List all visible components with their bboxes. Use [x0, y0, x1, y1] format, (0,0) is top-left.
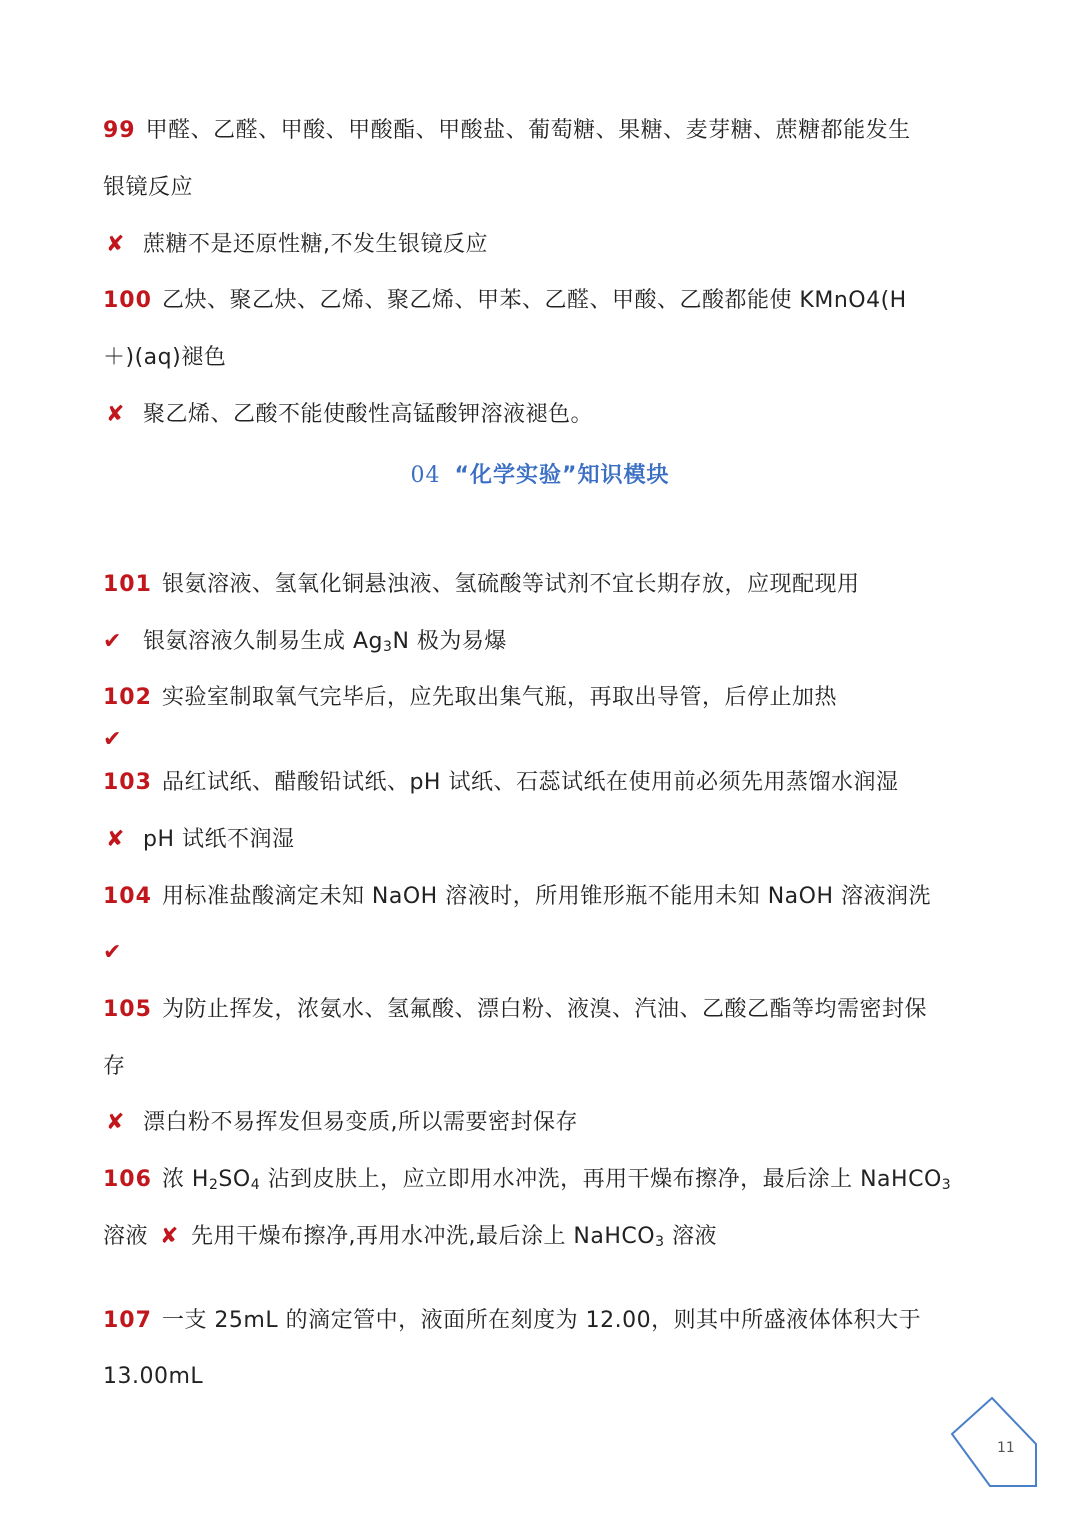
item-105-line-2: [103, 1052, 126, 1082]
item-number: 103: [103, 770, 152, 795]
page-badge-icon: [944, 1396, 1044, 1492]
item-103-line-1: [103, 768, 898, 798]
item-text: 溶液: [103, 1224, 149, 1249]
cross-icon: ✘: [106, 232, 125, 257]
item-text: 一支 25mL 的滴定管中，液面所在刻度为 12.00，则其中所盛液体体积大于: [161, 1308, 922, 1333]
item-text: SO: [218, 1167, 251, 1192]
subscript: 3: [655, 1234, 665, 1250]
item-number: 106: [103, 1167, 152, 1192]
check-icon: ✔: [103, 940, 122, 965]
item-105-answer: [103, 1108, 578, 1138]
item-105-line-1: [103, 995, 927, 1025]
item-101-answer: [103, 627, 507, 657]
item-number: 100: [103, 288, 152, 313]
answer-text: 聚乙烯、乙酸不能使酸性高锰酸钾溶液褪色。: [143, 402, 594, 427]
answer-text: 蔗糖不是还原性糖,不发生银镜反应: [143, 232, 488, 257]
item-103-answer: [103, 825, 295, 855]
subscript: 3: [941, 1177, 952, 1193]
subscript: 2: [208, 1177, 219, 1193]
page-number: 11: [997, 1440, 1015, 1456]
item-text: 实验室制取氧气完毕后，应先取出集气瓶，再取出导管，后停止加热: [161, 685, 837, 710]
item-text: 乙炔、聚乙炔、乙烯、聚乙烯、甲苯、乙醛、甲酸、乙酸都能使 KMnO4(H: [161, 288, 907, 313]
answer-text: 银氨溶液久制易生成 Ag: [143, 629, 384, 654]
cross-icon: ✘: [106, 827, 125, 852]
section-heading: [0, 458, 1080, 489]
item-number: 99: [103, 118, 136, 143]
section-title: “化学实验”知识模块: [454, 463, 670, 488]
check-icon: ✔: [103, 727, 122, 752]
answer-text: 先用干燥布擦净,再用水冲洗,最后涂上 NaHCO: [190, 1224, 656, 1249]
answer-text: N 极为易爆: [392, 629, 507, 654]
item-104-answer: [103, 938, 143, 968]
cross-icon: ✘: [160, 1224, 179, 1249]
item-106-line-1: [103, 1165, 951, 1195]
answer-text: pH 试纸不润湿: [143, 827, 295, 852]
cross-icon: ✘: [106, 402, 125, 427]
answer-text: 漂白粉不易挥发但易变质,所以需要密封保存: [143, 1110, 578, 1135]
answer-text: 溶液: [664, 1224, 718, 1249]
item-text: 浓 H: [161, 1167, 209, 1192]
item-text: 存: [103, 1054, 126, 1079]
item-107-line-1: [103, 1306, 921, 1336]
item-text: 用标准盐酸滴定未知 NaOH 溶液时，所用锥形瓶不能用未知 NaOH 溶液润洗: [161, 884, 932, 909]
item-100-line-1: [103, 286, 907, 316]
item-100-answer: [103, 400, 593, 430]
item-101-line-1: [103, 570, 859, 600]
item-text: 银氨溶液、氢氧化铜悬浊液、氢硫酸等试剂不宜长期存放，应现配现用: [161, 572, 860, 597]
item-text: 为防止挥发，浓氨水、氢氟酸、漂白粉、液溴、汽油、乙酸乙酯等均需密封保: [161, 997, 927, 1022]
item-number: 105: [103, 997, 152, 1022]
subscript: 4: [250, 1177, 261, 1193]
item-107-line-2: [103, 1362, 203, 1392]
item-number: 102: [103, 685, 152, 710]
item-text: 13.00mL: [103, 1364, 204, 1389]
item-100-line-2: [103, 343, 226, 373]
item-text: 甲醛、乙醛、甲酸、甲酸酯、甲酸盐、葡萄糖、果糖、麦芽糖、蔗糖都能发生: [145, 118, 911, 143]
item-99-answer: [103, 230, 488, 260]
item-102-answer: [103, 725, 143, 755]
subscript: 3: [383, 639, 393, 655]
item-102-line-1: [103, 683, 837, 713]
section-number: 04: [410, 463, 441, 488]
item-106-line-2: [103, 1222, 717, 1252]
item-number: 101: [103, 572, 152, 597]
item-number: 107: [103, 1308, 152, 1333]
item-99-line-2: [103, 173, 193, 203]
item-text: 沾到皮肤上，应立即用水冲洗，再用干燥布擦净，最后涂上 NaHCO: [260, 1167, 942, 1192]
item-104-line-1: [103, 882, 931, 912]
item-text: 银镜反应: [103, 175, 194, 200]
check-icon: ✔: [103, 629, 122, 654]
item-99-line-1: [103, 116, 911, 146]
item-text: 品红试纸、醋酸铅试纸、pH 试纸、石蕊试纸在使用前必须先用蒸馏水润湿: [161, 770, 899, 795]
item-text: ＋)(aq)褪色: [103, 345, 227, 370]
cross-icon: ✘: [106, 1110, 125, 1135]
item-number: 104: [103, 884, 152, 909]
